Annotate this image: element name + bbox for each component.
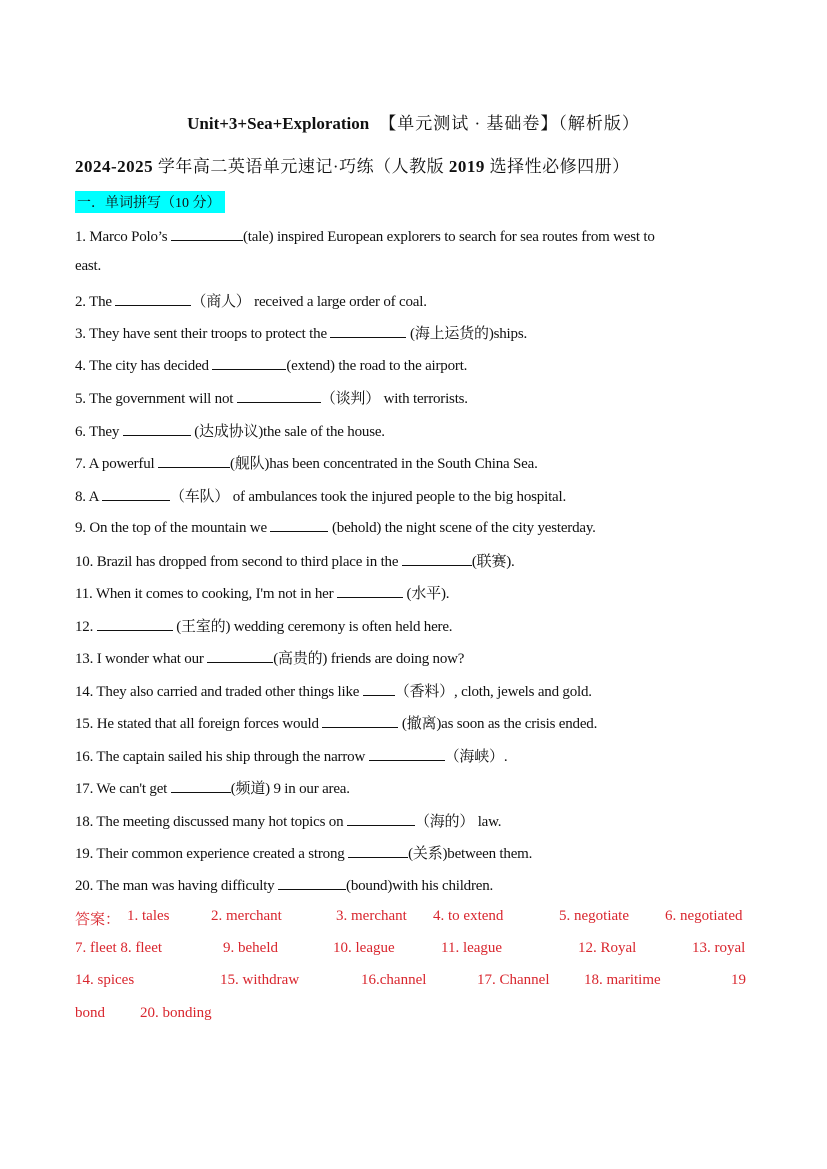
question-6: 6. They (达成协议)the sale of the house. bbox=[75, 420, 385, 441]
question-4: 4. The city has decided (extend) the road to the airport. bbox=[75, 355, 467, 375]
answer-item: 7. fleet 8. fleet bbox=[75, 940, 163, 956]
answer-item: 15. withdraw bbox=[220, 972, 300, 988]
question-11: 11. When it comes to cooking, I'm not in her (水平). bbox=[75, 582, 449, 603]
subtitle-edition-year: 2019 bbox=[448, 157, 485, 176]
answer-item: 13. royal bbox=[692, 940, 746, 956]
answer-item: 20. bonding bbox=[140, 1005, 212, 1021]
answer-item: 14. spices bbox=[75, 972, 135, 988]
question-19: 19. Their common experience created a strong (关系)between them. bbox=[75, 842, 532, 863]
section-heading: 一．单词拼写（10 分） bbox=[75, 191, 225, 213]
title-english: Unit+3+Sea+Exploration bbox=[187, 114, 370, 133]
answer-item: 12. Royal bbox=[578, 940, 637, 956]
answer-item: 9. beheld bbox=[223, 940, 278, 956]
answers-row-1 bbox=[75, 908, 775, 928]
question-12: 12. (王室的) wedding ceremony is often held here. bbox=[75, 615, 452, 636]
answer-item: 16.channel bbox=[361, 972, 427, 988]
answer-item: 6. negotiated bbox=[665, 908, 743, 924]
answer-item: 5. negotiate bbox=[559, 908, 629, 924]
subtitle-text-end: 选择性必修四册） bbox=[489, 157, 630, 176]
question-10: 10. Brazil has dropped from second to third place in the (联赛). bbox=[75, 550, 515, 571]
question-8: 8. A （车队） of ambulances took the injured people to the big hospital. bbox=[75, 485, 566, 506]
question-16: 16. The captain sailed his ship through the narrow （海峡）. bbox=[75, 745, 507, 766]
answer-item: 2. merchant bbox=[211, 908, 282, 924]
answer-item: 17. Channel bbox=[477, 972, 550, 988]
answer-item: 3. merchant bbox=[336, 908, 407, 924]
answer-item: bond bbox=[75, 1005, 105, 1021]
answers-row-4 bbox=[75, 1005, 775, 1025]
document-subtitle bbox=[75, 152, 630, 177]
question-14: 14. They also carried and traded other things like （香料）, cloth, jewels and gold. bbox=[75, 680, 592, 701]
answer-item: 1. tales bbox=[127, 908, 170, 924]
answers-row-3 bbox=[75, 972, 775, 992]
question-1: 1. Marco Polo’s (tale) inspired European explorers to search for sea routes from west to bbox=[75, 226, 655, 246]
answer-item: 4. to extend bbox=[433, 908, 504, 924]
question-1-continued: east. bbox=[75, 258, 102, 274]
question-9: 9. On the top of the mountain we (behold) the night scene of the city yesterday. bbox=[75, 517, 596, 537]
answers-row-2 bbox=[75, 940, 775, 960]
answers-label: 答案： bbox=[75, 912, 121, 928]
answer-item: 19 bbox=[731, 972, 746, 988]
question-13: 13. I wonder what our (高贵的) friends are doing now? bbox=[75, 647, 464, 668]
question-5: 5. The government will not （谈判） with terrorists. bbox=[75, 387, 468, 408]
answer-item: 18. maritime bbox=[584, 972, 661, 988]
subtitle-text: 学年高二英语单元速记·巧练（人教版 bbox=[157, 157, 445, 176]
question-3: 3. They have sent their troops to protect the (海上运货的)ships. bbox=[75, 322, 527, 343]
title-chinese: 【单元测试 · 基础卷】（解析版） bbox=[379, 114, 640, 133]
question-18: 18. The meeting discussed many hot topics on （海的） law. bbox=[75, 810, 501, 831]
subtitle-year: 2024-2025 bbox=[75, 157, 154, 176]
document-title bbox=[0, 109, 827, 134]
answer-item: 10. league bbox=[333, 940, 395, 956]
question-2: 2. The （商人） received a large order of coal. bbox=[75, 290, 427, 311]
answer-item: 11. league bbox=[441, 940, 503, 956]
question-15: 15. He stated that all foreign forces would (撤离)as soon as the crisis ended. bbox=[75, 712, 597, 733]
question-20: 20. The man was having difficulty (bound)with his children. bbox=[75, 875, 493, 895]
question-17: 17. We can't get (频道) 9 in our area. bbox=[75, 777, 350, 798]
question-7: 7. A powerful (舰队)has been concentrated in the South China Sea. bbox=[75, 452, 538, 473]
